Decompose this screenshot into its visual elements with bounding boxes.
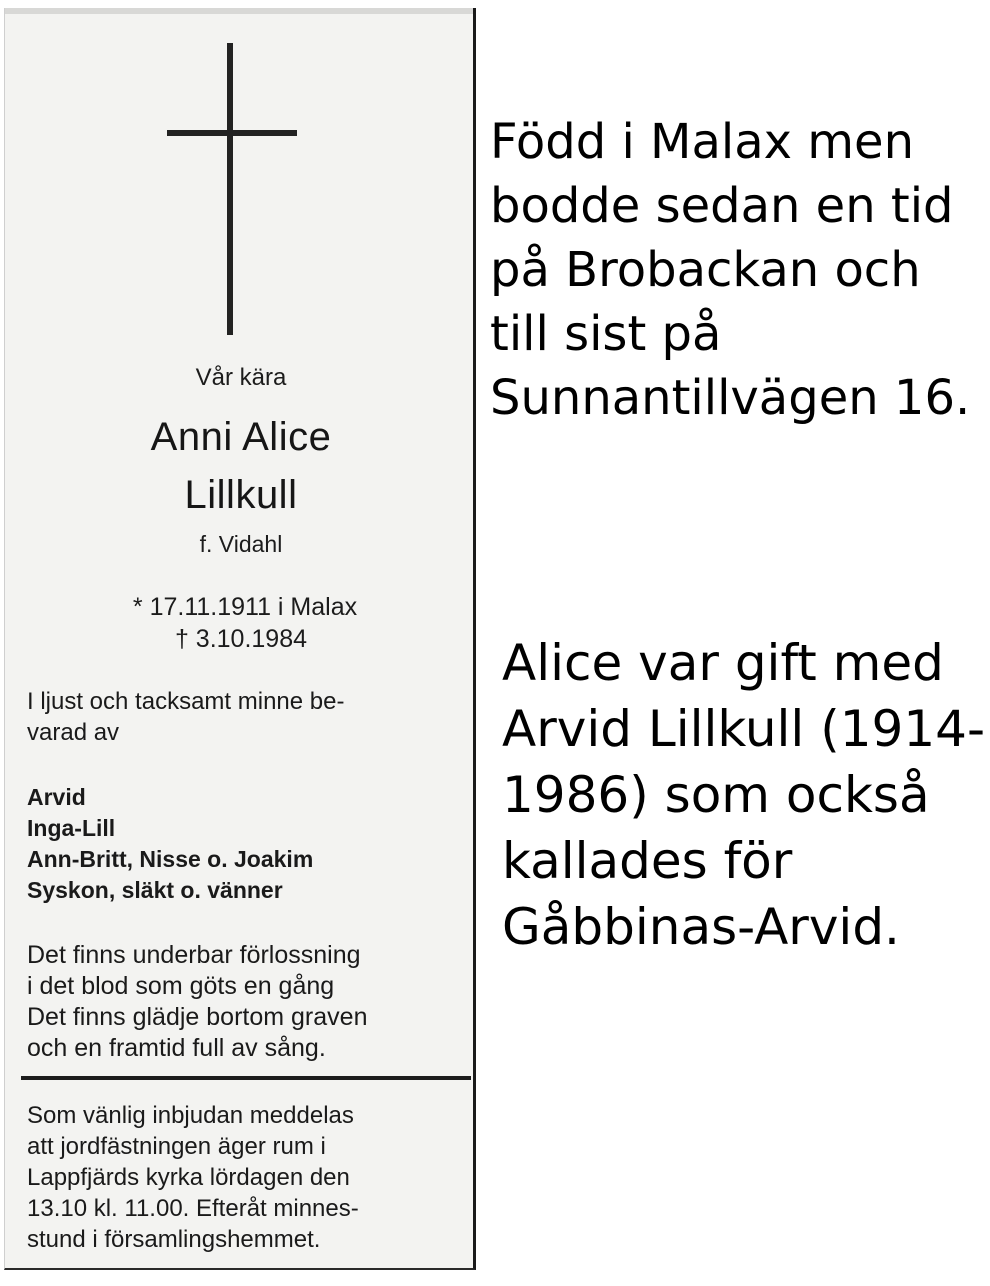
maiden-name: f. Vidahl bbox=[199, 531, 283, 557]
note-line: på Brobackan och bbox=[490, 242, 921, 298]
obituary-clipping bbox=[4, 8, 476, 1270]
family-member: Inga-Lill bbox=[27, 815, 116, 841]
deceased-name-last: Lillkull bbox=[184, 473, 298, 517]
invitation-line: stund i församlingshemmet. bbox=[27, 1226, 321, 1253]
poem-line: Det finns glädje bortom graven bbox=[27, 1003, 368, 1031]
note-line: bodde sedan en tid bbox=[490, 178, 954, 234]
note-line: kallades för bbox=[502, 832, 793, 890]
residence-note bbox=[490, 110, 970, 430]
note-line: till sist på bbox=[490, 306, 722, 362]
note-line: Född i Malax men bbox=[490, 114, 915, 170]
memory-text bbox=[27, 686, 344, 748]
invitation-line: 13.10 kl. 11.00. Efteråt minnes- bbox=[27, 1195, 359, 1222]
invitation-line: Lappfjärds kyrka lördagen den bbox=[27, 1164, 350, 1191]
memory-line: I ljust och tacksamt minne be- bbox=[27, 688, 345, 715]
divider bbox=[21, 1076, 471, 1080]
obituary-intro: Vår kära bbox=[195, 364, 287, 391]
family-member: Syskon, släkt o. vänner bbox=[27, 877, 283, 903]
invitation-line: att jordfästningen äger rum i bbox=[27, 1133, 326, 1160]
deceased-name-first: Anni Alice bbox=[150, 415, 332, 459]
memory-line: varad av bbox=[27, 719, 120, 746]
note-line: Sunnantillvägen 16. bbox=[490, 370, 971, 426]
note-line: Alice var gift med bbox=[502, 634, 944, 692]
birth-date: * 17.11.1911 i Malax bbox=[132, 593, 358, 621]
poem-line: Det finns underbar förlossning bbox=[27, 941, 361, 969]
invitation-line: Som vänlig inbjudan meddelas bbox=[27, 1102, 354, 1129]
death-date: † 3.10.1984 bbox=[174, 625, 308, 653]
spouse-note bbox=[502, 630, 985, 960]
poem bbox=[27, 940, 367, 1064]
note-line: Gåbbinas-Arvid. bbox=[502, 898, 900, 956]
family-list bbox=[27, 782, 313, 906]
funeral-invitation bbox=[27, 1100, 359, 1255]
family-member: Ann-Britt, Nisse o. Joakim bbox=[27, 846, 314, 872]
note-line: 1986) som också bbox=[502, 766, 930, 824]
family-member: Arvid bbox=[27, 784, 86, 810]
note-line: Arvid Lillkull (1914- bbox=[502, 700, 985, 758]
poem-line: och en framtid full av sång. bbox=[27, 1034, 326, 1062]
poem-line: i det blod som göts en gång bbox=[27, 972, 335, 1000]
